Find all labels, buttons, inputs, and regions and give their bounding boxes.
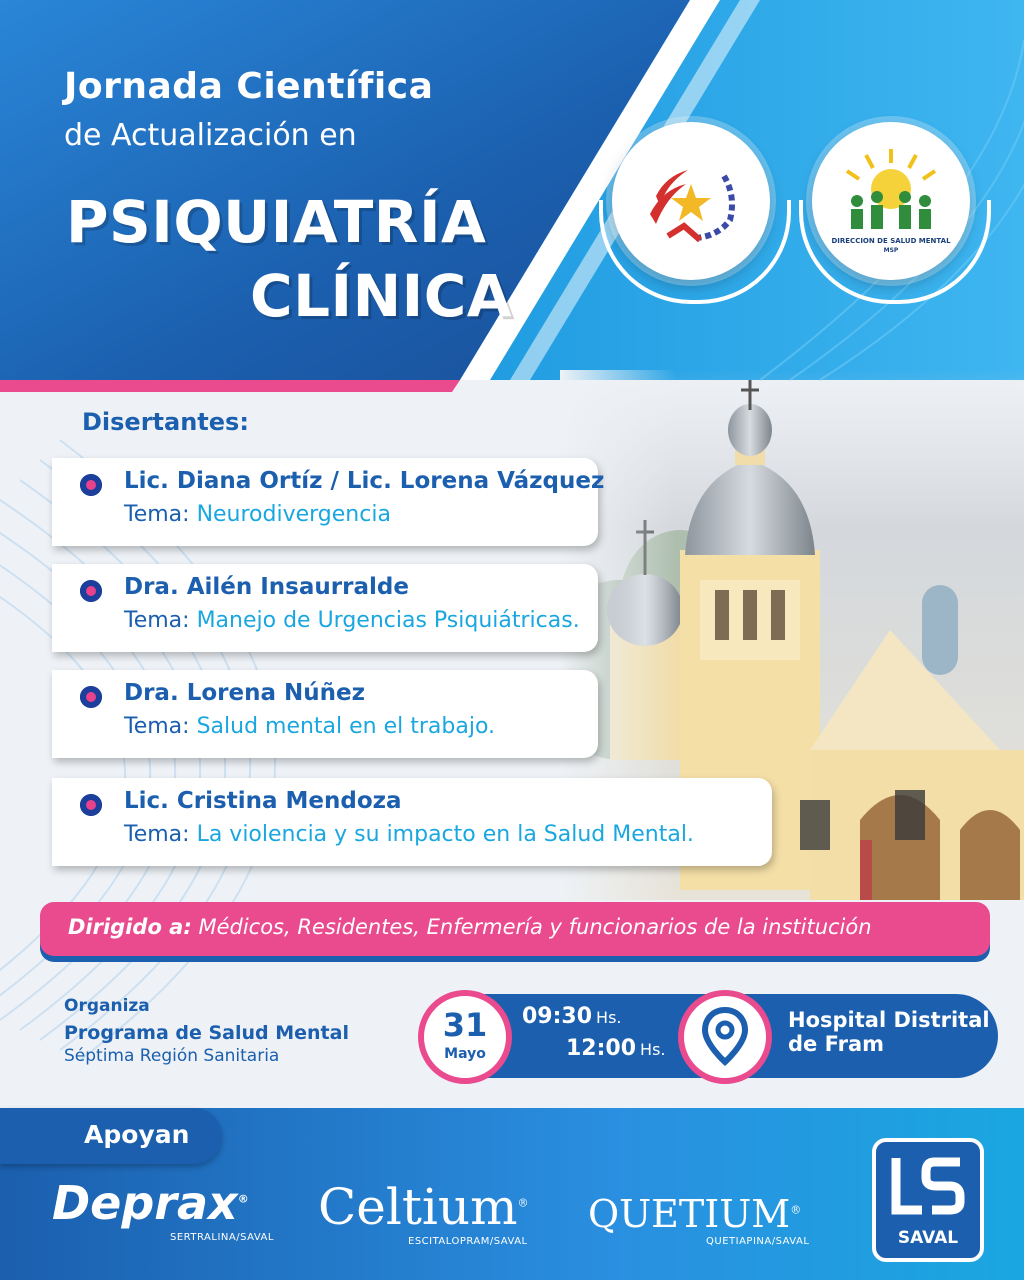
deprax-subtitle: SERTRALINA/SAVAL xyxy=(170,1232,274,1243)
quetium-subtitle: QUETIAPINA/SAVAL xyxy=(706,1236,810,1247)
salud-logo-text-2: MSP xyxy=(883,247,899,254)
organizer-region: Séptima Región Sanitaria xyxy=(64,1046,280,1066)
deprax-logo xyxy=(52,1176,249,1230)
title-psiquiatria: PSIQUIATRÍA xyxy=(66,188,487,256)
celtium-subtitle: ESCITALOPRAM/SAVAL xyxy=(408,1236,528,1247)
topic-label: Tema: xyxy=(124,714,190,739)
sponsors-tab xyxy=(0,1108,222,1164)
celtium-name: Celtium xyxy=(318,1178,518,1236)
venue-line-2: de Fram xyxy=(788,1032,884,1056)
topic-value: La violencia y su impacto en la Salud Mental. xyxy=(196,822,694,847)
audience-label: Dirigido a: xyxy=(68,915,192,939)
registered-mark-icon: ® xyxy=(237,1192,249,1206)
quetium-logo xyxy=(588,1192,801,1236)
time-unit: Hs. xyxy=(596,1008,622,1027)
deprax-name: Deprax xyxy=(52,1176,238,1230)
bullet-icon xyxy=(80,794,102,816)
speakers-heading: Disertantes: xyxy=(82,408,249,436)
speaker-topic xyxy=(124,502,391,527)
speaker-topic xyxy=(124,714,495,739)
start-time-value: 09:30 xyxy=(522,1004,593,1029)
registered-mark-icon: ® xyxy=(790,1203,802,1217)
topic-label: Tema: xyxy=(124,502,190,527)
bullet-icon xyxy=(80,686,102,708)
quetium-name: QUETIUM xyxy=(588,1192,791,1236)
salud-logo-text-1: DIRECCION DE SALUD MENTAL xyxy=(831,237,951,245)
saval-mark-icon xyxy=(876,1148,980,1228)
topic-label: Tema: xyxy=(124,608,190,633)
audience-text xyxy=(68,915,872,939)
organizer-name: Programa de Salud Mental xyxy=(64,1022,349,1044)
bullet-icon xyxy=(80,474,102,496)
speaker-name: Dra. Ailén Insaurralde xyxy=(124,574,409,600)
audience-value: Médicos, Residentes, Enfermería y funcionarios de la institución xyxy=(198,915,872,939)
bullet-icon xyxy=(80,580,102,602)
speaker-name: Dra. Lorena Núñez xyxy=(124,680,365,706)
registered-mark-icon: ® xyxy=(517,1196,529,1210)
speaker-card xyxy=(52,564,598,652)
speaker-card xyxy=(52,778,772,866)
event-month: Mayo xyxy=(444,1046,486,1062)
event-day: 31 xyxy=(442,1006,488,1044)
title-line-1: Jornada Científica xyxy=(64,66,434,107)
start-time xyxy=(522,1004,621,1029)
speaker-card xyxy=(52,458,605,546)
celtium-logo xyxy=(318,1178,529,1236)
speaker-card xyxy=(52,670,598,758)
venue-line-1: Hospital Distrital xyxy=(788,1008,990,1032)
location-pin-icon xyxy=(684,996,766,1078)
title-clinica: CLÍNICA xyxy=(250,262,513,330)
end-time-value: 12:00 xyxy=(566,1036,637,1061)
time-unit: Hs. xyxy=(640,1040,666,1059)
speaker-name: Lic. Cristina Mendoza xyxy=(124,788,402,814)
organizer-label: Organiza xyxy=(64,996,150,1016)
audience-banner xyxy=(40,902,990,956)
topic-label: Tema: xyxy=(124,822,190,847)
topic-value: Salud mental en el trabajo. xyxy=(196,714,496,739)
saval-logo xyxy=(872,1138,984,1262)
location-badge xyxy=(678,990,772,1084)
title-line-2: de Actualización en xyxy=(64,118,357,153)
date-badge xyxy=(418,990,512,1084)
saval-name: SAVAL xyxy=(897,1228,959,1248)
topic-value: Manejo de Urgencias Psiquiátricas. xyxy=(196,608,580,633)
speaker-name: Lic. Diana Ortíz / Lic. Lorena Vázquez xyxy=(124,468,605,494)
sponsors-label: Apoyan xyxy=(84,1120,190,1149)
topic-value: Neurodivergencia xyxy=(196,502,391,527)
end-time xyxy=(566,1036,665,1061)
speaker-topic xyxy=(124,822,694,847)
speaker-topic xyxy=(124,608,580,633)
